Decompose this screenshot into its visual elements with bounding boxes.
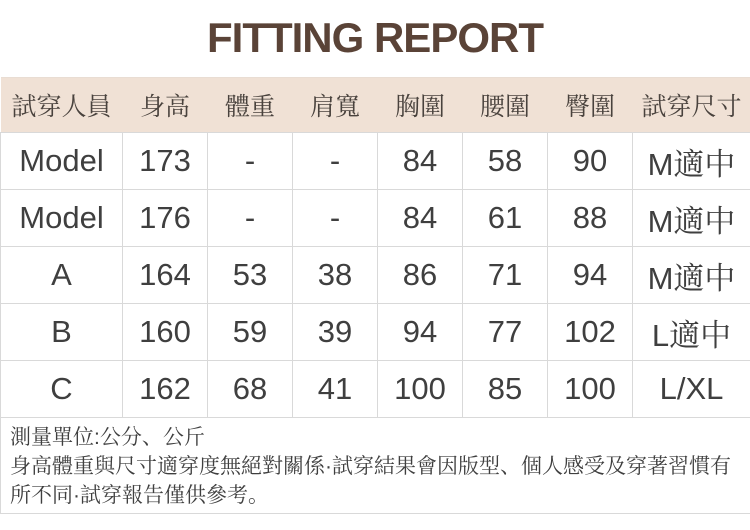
table-cell: - bbox=[208, 133, 293, 190]
header-cell-height: 身高 bbox=[123, 78, 208, 133]
table-cell: 102 bbox=[548, 304, 633, 361]
table-cell: - bbox=[208, 190, 293, 247]
table-cell: 85 bbox=[463, 361, 548, 418]
table-cell: A bbox=[1, 247, 123, 304]
footnote-disclaimer: 身高體重與尺寸適穿度無絕對關係·試穿結果會因版型、個人感受及穿著習慣有所不同·試穿報告僅供參考。 bbox=[10, 455, 731, 507]
table-cell: 90 bbox=[548, 133, 633, 190]
table-cell: 39 bbox=[293, 304, 378, 361]
table-cell: 100 bbox=[378, 361, 463, 418]
table-cell: 59 bbox=[208, 304, 293, 361]
table-cell: 41 bbox=[293, 361, 378, 418]
fitting-table bbox=[0, 77, 750, 514]
table-row bbox=[1, 361, 750, 418]
table-cell: 84 bbox=[378, 133, 463, 190]
table-cell: M適中 bbox=[633, 247, 750, 304]
header-cell-hip: 臀圍 bbox=[548, 78, 633, 133]
header-cell-weight: 體重 bbox=[208, 78, 293, 133]
table-cell: 71 bbox=[463, 247, 548, 304]
table-cell: L/XL bbox=[633, 361, 750, 418]
table-cell: 162 bbox=[123, 361, 208, 418]
table-cell: 94 bbox=[378, 304, 463, 361]
table-row bbox=[1, 133, 750, 190]
footnote-area bbox=[1, 418, 750, 514]
table-cell: 86 bbox=[378, 247, 463, 304]
table-cell: 176 bbox=[123, 190, 208, 247]
table-cell: M適中 bbox=[633, 133, 750, 190]
header-cell-size: 試穿尺寸 bbox=[633, 78, 750, 133]
table-cell: Model bbox=[1, 133, 123, 190]
table-cell: 77 bbox=[463, 304, 548, 361]
table-cell: M適中 bbox=[633, 190, 750, 247]
table-cell: 164 bbox=[123, 247, 208, 304]
page-title: FITTING REPORT bbox=[207, 14, 543, 61]
table-row bbox=[1, 247, 750, 304]
table-cell: C bbox=[1, 361, 123, 418]
footnote-row bbox=[1, 418, 750, 514]
table-row bbox=[1, 304, 750, 361]
table-cell: 68 bbox=[208, 361, 293, 418]
table-row bbox=[1, 190, 750, 247]
table-cell: - bbox=[293, 133, 378, 190]
header-cell-chest: 胸圍 bbox=[378, 78, 463, 133]
fitting-report-page bbox=[0, 13, 750, 530]
header-cell-waist: 腰圍 bbox=[463, 78, 548, 133]
table-cell: 94 bbox=[548, 247, 633, 304]
table-cell: 61 bbox=[463, 190, 548, 247]
table-cell: 100 bbox=[548, 361, 633, 418]
table-cell: B bbox=[1, 304, 123, 361]
header-cell-tester: 試穿人員 bbox=[1, 78, 123, 133]
header-row bbox=[1, 78, 750, 133]
table-cell: - bbox=[293, 190, 378, 247]
table-cell: 84 bbox=[378, 190, 463, 247]
table-cell: 38 bbox=[293, 247, 378, 304]
table-cell: 173 bbox=[123, 133, 208, 190]
header-cell-shoulder: 肩寬 bbox=[293, 78, 378, 133]
table-cell: Model bbox=[1, 190, 123, 247]
table-cell: L適中 bbox=[633, 304, 750, 361]
table-cell: 160 bbox=[123, 304, 208, 361]
table-cell: 88 bbox=[548, 190, 633, 247]
footnote-units: 測量單位:公分、公斤 bbox=[10, 426, 205, 449]
table-cell: 53 bbox=[208, 247, 293, 304]
table-cell: 58 bbox=[463, 133, 548, 190]
